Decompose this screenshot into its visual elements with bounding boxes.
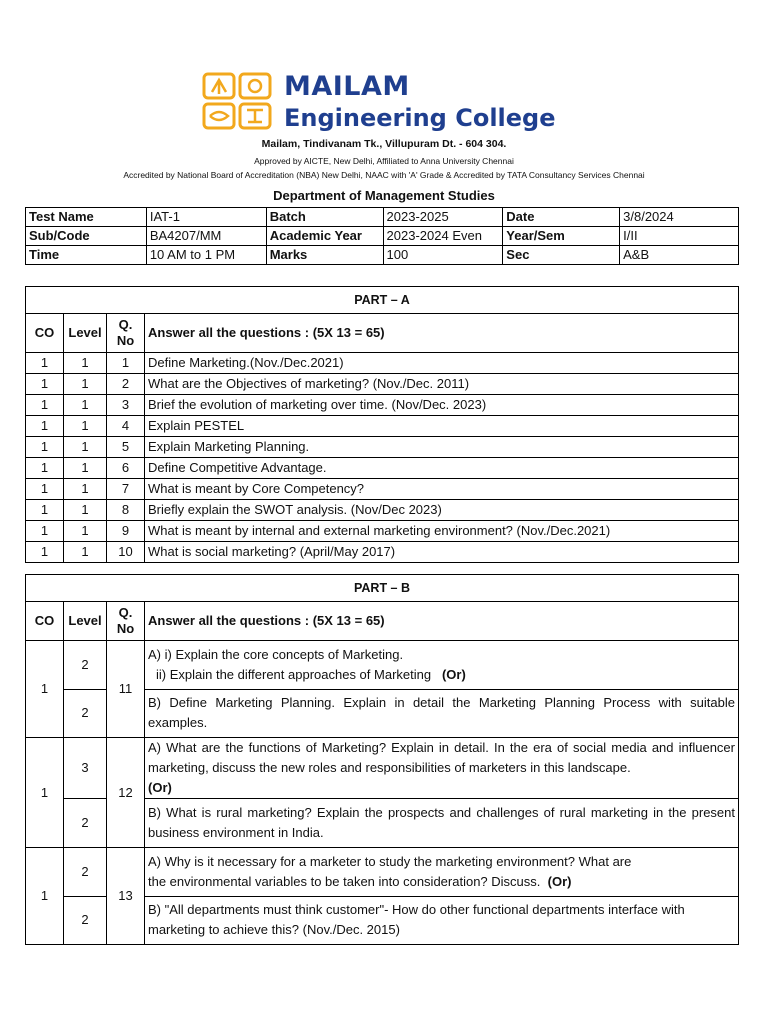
- question-number: 7: [107, 479, 145, 500]
- question-text: Explain Marketing Planning.: [145, 437, 739, 458]
- info-row: [26, 246, 739, 265]
- part-b-table: [25, 574, 739, 945]
- question-13-a-part1: A) Why is it necessary for a marketer to study the marketing environment? What are: [148, 853, 632, 869]
- question-11-a-part1: A) i) Explain the core concepts of Marketing.: [148, 646, 404, 662]
- question-text: What is social marketing? (April/May 2017): [145, 542, 739, 563]
- question-12-b: B) What is rural marketing? Explain the prospects and challenges of rural marketing in the present business environment in India.: [145, 799, 739, 848]
- question-row: [26, 500, 739, 521]
- info-value: 10 AM to 1 PM: [146, 246, 266, 265]
- question-row: [26, 416, 739, 437]
- question-text: Define Competitive Advantage.: [145, 458, 739, 479]
- instruction-header: Answer all the questions : (5X 13 = 65): [145, 314, 739, 353]
- question-number: 2: [107, 374, 145, 395]
- question-text: What is meant by internal and external marketing environment? (Nov./Dec.2021): [145, 521, 739, 542]
- info-value: 3/8/2024: [620, 208, 739, 227]
- question-number: 5: [107, 437, 145, 458]
- info-label: Academic Year: [266, 227, 383, 246]
- question-11-a-row: [26, 641, 739, 690]
- question-12-a-text: A) What are the functions of Marketing? Explain in detail. In the era of social media and influencer marketing, discuss the new roles and responsibilities of marketers in this landscape.: [148, 740, 735, 775]
- info-value: BA4207/MM: [146, 227, 266, 246]
- part-b-title-row: [26, 575, 739, 602]
- question-co: 1: [26, 641, 64, 738]
- question-row: [26, 479, 739, 500]
- question-level: 1: [64, 521, 107, 542]
- question-number: 13: [107, 848, 145, 945]
- question-level: 1: [64, 374, 107, 395]
- question-level: 1: [64, 542, 107, 563]
- level-header: Level: [64, 602, 107, 641]
- question-11-a: [145, 641, 739, 690]
- question-level: 2: [64, 896, 107, 945]
- info-value: 100: [383, 246, 503, 265]
- question-level: 2: [64, 689, 107, 738]
- question-number: 10: [107, 542, 145, 563]
- question-co: 1: [26, 416, 64, 437]
- or-label: (Or): [441, 666, 466, 682]
- info-value: 2023-2024 Even: [383, 227, 503, 246]
- info-value: I/II: [620, 227, 739, 246]
- approval-line: Approved by AICTE, New Delhi, Affiliated to Anna University Chennai: [254, 156, 514, 166]
- question-text: What is meant by Core Competency?: [145, 479, 739, 500]
- question-text: Define Marketing.(Nov./Dec.2021): [145, 353, 739, 374]
- info-label: Time: [26, 246, 147, 265]
- question-number: 12: [107, 738, 145, 848]
- question-11-b: B) Define Marketing Planning. Explain in detail the Marketing Planning Process with suitable examples.: [145, 689, 739, 738]
- qno-header: Q. No: [107, 602, 145, 641]
- question-text: Brief the evolution of marketing over time. (Nov/Dec. 2023): [145, 395, 739, 416]
- question-row: [26, 374, 739, 395]
- question-level: 1: [64, 500, 107, 521]
- question-number: 8: [107, 500, 145, 521]
- info-value: A&B: [620, 246, 739, 265]
- question-13-a: [145, 848, 739, 897]
- question-level: 2: [64, 799, 107, 848]
- test-info-table: [25, 207, 739, 265]
- info-label: Date: [503, 208, 620, 227]
- question-co: 1: [26, 353, 64, 374]
- question-co: 1: [26, 738, 64, 848]
- part-a-title: PART – A: [26, 287, 739, 314]
- question-co: 1: [26, 848, 64, 945]
- info-label: Year/Sem: [503, 227, 620, 246]
- info-label: Batch: [266, 208, 383, 227]
- accreditation-line: Accredited by National Board of Accreditation (NBA) New Delhi, NAAC with 'A' Grade & Accredited by TATA Consultancy Services Chennai: [123, 170, 645, 180]
- info-label: Test Name: [26, 208, 147, 227]
- co-header: CO: [26, 602, 64, 641]
- question-number: 9: [107, 521, 145, 542]
- question-level: 1: [64, 395, 107, 416]
- question-row: [26, 458, 739, 479]
- info-row: [26, 227, 739, 246]
- question-13-a-row: [26, 848, 739, 897]
- question-level: 1: [64, 458, 107, 479]
- info-value: 2023-2025: [383, 208, 503, 227]
- part-a-table: [25, 286, 739, 563]
- college-name: [284, 70, 556, 132]
- question-co: 1: [26, 542, 64, 563]
- or-label: (Or): [148, 780, 172, 795]
- question-13-b: B) "All departments must think customer"- How do other functional departments interface with marketing to achieve this? (Nov./Dec. 2015): [145, 896, 739, 945]
- part-a-title-row: [26, 287, 739, 314]
- question-text: What are the Objectives of marketing? (Nov./Dec. 2011): [145, 374, 739, 395]
- question-co: 1: [26, 500, 64, 521]
- info-label: Sec: [503, 246, 620, 265]
- college-address: Mailam, Tindivanam Tk., Villupuram Dt. - 604 304.: [261, 138, 507, 150]
- question-text: Explain PESTEL: [145, 416, 739, 437]
- question-level: 1: [64, 353, 107, 374]
- instruction-header: Answer all the questions : (5X 13 = 65): [145, 602, 739, 641]
- part-a-header-row: [26, 314, 739, 353]
- part-b-header-row: [26, 602, 739, 641]
- question-co: 1: [26, 374, 64, 395]
- question-13-a-part2: the environmental variables to be taken into consideration? Discuss.: [148, 873, 541, 889]
- question-12-a: [145, 738, 739, 799]
- question-row: [26, 542, 739, 563]
- question-13-a-part2-line: [148, 872, 735, 892]
- question-row: [26, 353, 739, 374]
- info-label: Marks: [266, 246, 383, 265]
- department-title: Department of Management Studies: [273, 188, 495, 203]
- question-11-a-part2: ii) Explain the different approaches of Marketing: [156, 666, 432, 682]
- college-name-line2: Engineering College: [284, 104, 556, 132]
- question-level: 2: [64, 641, 107, 690]
- info-row: [26, 208, 739, 227]
- question-row: [26, 437, 739, 458]
- college-name-line1: MAILAM: [284, 71, 410, 102]
- question-number: 6: [107, 458, 145, 479]
- co-header: CO: [26, 314, 64, 353]
- question-number: 1: [107, 353, 145, 374]
- info-value: IAT-1: [146, 208, 266, 227]
- question-level: 3: [64, 738, 107, 799]
- question-row: [26, 521, 739, 542]
- question-text: Briefly explain the SWOT analysis. (Nov/Dec 2023): [145, 500, 739, 521]
- info-label: Sub/Code: [26, 227, 147, 246]
- question-co: 1: [26, 437, 64, 458]
- question-row: [26, 395, 739, 416]
- question-level: 1: [64, 437, 107, 458]
- question-number: 11: [107, 641, 145, 738]
- question-12-a-row: [26, 738, 739, 799]
- question-level: 2: [64, 848, 107, 897]
- question-co: 1: [26, 395, 64, 416]
- question-number: 4: [107, 416, 145, 437]
- qno-header: Q. No: [107, 314, 145, 353]
- college-logo-icon: [202, 72, 272, 130]
- or-label: (Or): [547, 873, 572, 889]
- question-co: 1: [26, 521, 64, 542]
- level-header: Level: [64, 314, 107, 353]
- question-co: 1: [26, 458, 64, 479]
- question-level: 1: [64, 416, 107, 437]
- question-number: 3: [107, 395, 145, 416]
- question-co: 1: [26, 479, 64, 500]
- part-b-title: PART – B: [26, 575, 739, 602]
- question-level: 1: [64, 479, 107, 500]
- question-11-a-part2-line: [148, 665, 735, 685]
